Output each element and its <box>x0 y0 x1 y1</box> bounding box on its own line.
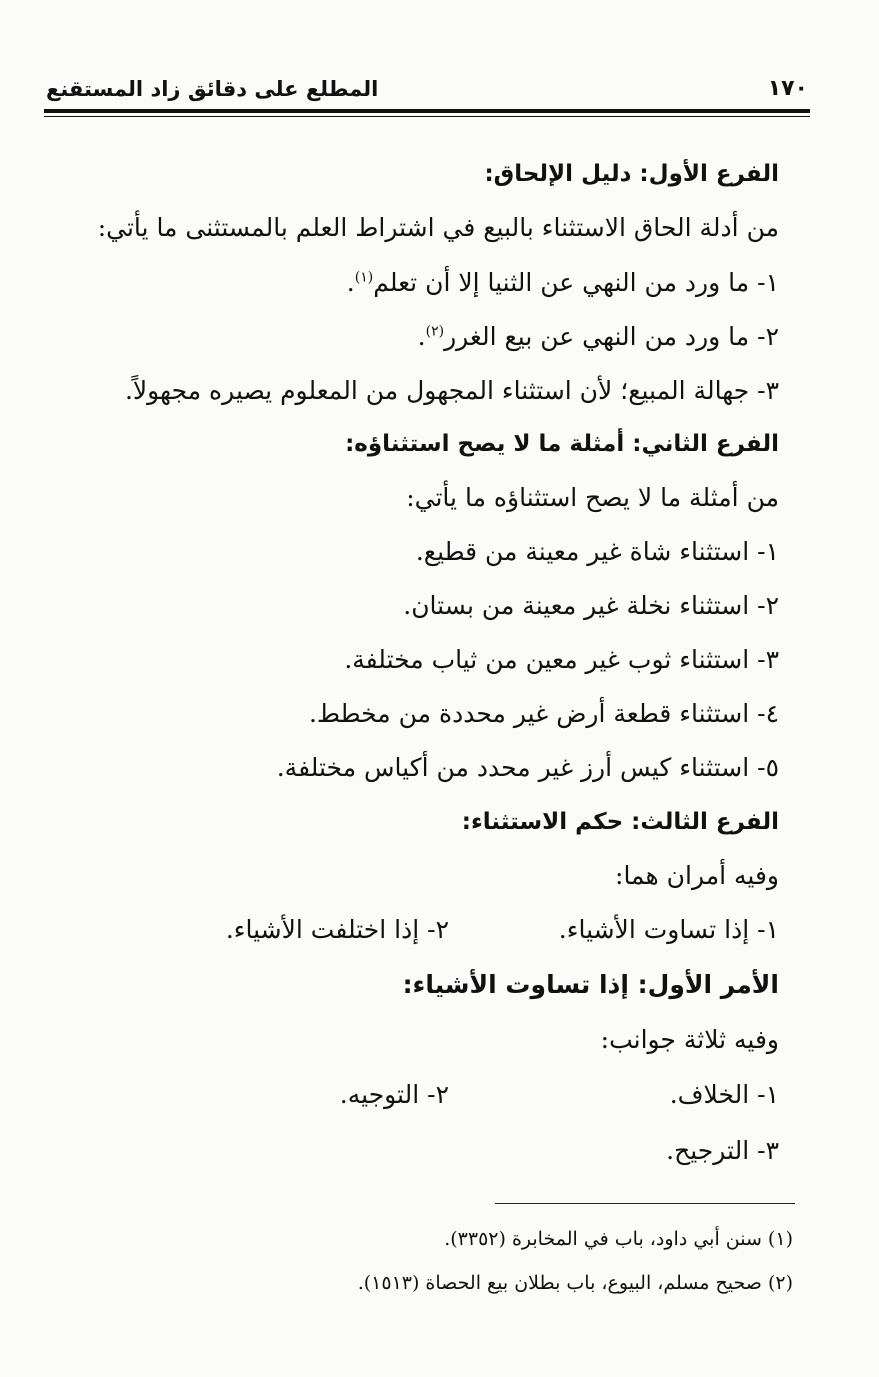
section-heading-4: الأمر الأول: إذا تساوت الأشياء: <box>402 970 779 999</box>
period-mark: . <box>346 268 355 297</box>
list-item-2-2: ٢- استثناء نخلة غير معينة من بستان. <box>403 591 779 620</box>
list-item-1-1 <box>99 260 779 306</box>
footnote-2: (٢) صحيح مسلم، البيوع، باب بطلان بيع الحصاة (١٥١٣). <box>357 1272 793 1294</box>
option-1: ١- إذا تساوت الأشياء. <box>558 915 779 944</box>
header-rule-thick <box>44 109 810 113</box>
list-item-2-3: ٣- استثناء ثوب غير معين من ثياب مختلفة. <box>344 645 779 674</box>
header-rule-thin <box>44 116 810 117</box>
aspect-2: ٢- التوجيه. <box>339 1080 449 1109</box>
two-column-row-2 <box>99 1072 779 1118</box>
list-item-2-5: ٥- استثناء كيس أرز غير محدد من أكياس مختلفة. <box>276 753 779 782</box>
footnote-separator <box>495 1203 795 1204</box>
list-item-text: ٢- ما ورد من النهي عن بيع الغرر <box>444 322 779 351</box>
paragraph-4: وفيه ثلاثة جوانب: <box>600 1025 779 1054</box>
list-item-2-4: ٤- استثناء قطعة أرض غير محددة من مخطط. <box>308 699 779 728</box>
two-column-row-1 <box>99 907 779 953</box>
list-item-text: ١- ما ورد من النهي عن الثنيا إلا أن تعلم <box>373 268 779 297</box>
footnote-1: (١) سنن أبي داود، باب في المخابرة (٣٣٥٢). <box>444 1228 793 1250</box>
paragraph-2: من أمثلة ما لا يصح استثناؤه ما يأتي: <box>406 483 779 512</box>
paragraph-3: وفيه أمران هما: <box>615 861 779 890</box>
aspect-1: ١- الخلاف. <box>669 1080 779 1109</box>
aspect-3: ٣- الترجيح. <box>666 1136 779 1165</box>
option-2: ٢- إذا اختلفت الأشياء. <box>225 915 449 944</box>
footnote-ref-1: (١) <box>354 269 374 286</box>
section-heading-3: الفرع الثالث: حكم الاستثناء: <box>461 809 779 835</box>
running-header <box>46 74 808 108</box>
footnote-ref-2: (٢) <box>425 323 445 340</box>
section-heading-1: الفرع الأول: دليل الإلحاق: <box>484 161 779 187</box>
list-item-2-1: ١- استثناء شاة غير معينة من قطيع. <box>415 537 779 566</box>
running-title: المطلع على دقائق زاد المستقنع <box>46 77 379 101</box>
section-heading-2: الفرع الثاني: أمثلة ما لا يصح استثناؤه: <box>345 431 779 457</box>
period-mark: . <box>417 322 426 351</box>
list-item-1-3: ٣- جهالة المبيع؛ لأن استثناء المجهول من المعلوم يصيره مجهولاً. <box>124 376 779 405</box>
page-number: ١٧٠ <box>767 76 808 101</box>
paragraph-1: من أدلة الحاق الاستثناء بالبيع في اشتراط العلم بالمستثنى ما يأتي: <box>97 213 779 242</box>
list-item-1-2 <box>99 314 779 360</box>
